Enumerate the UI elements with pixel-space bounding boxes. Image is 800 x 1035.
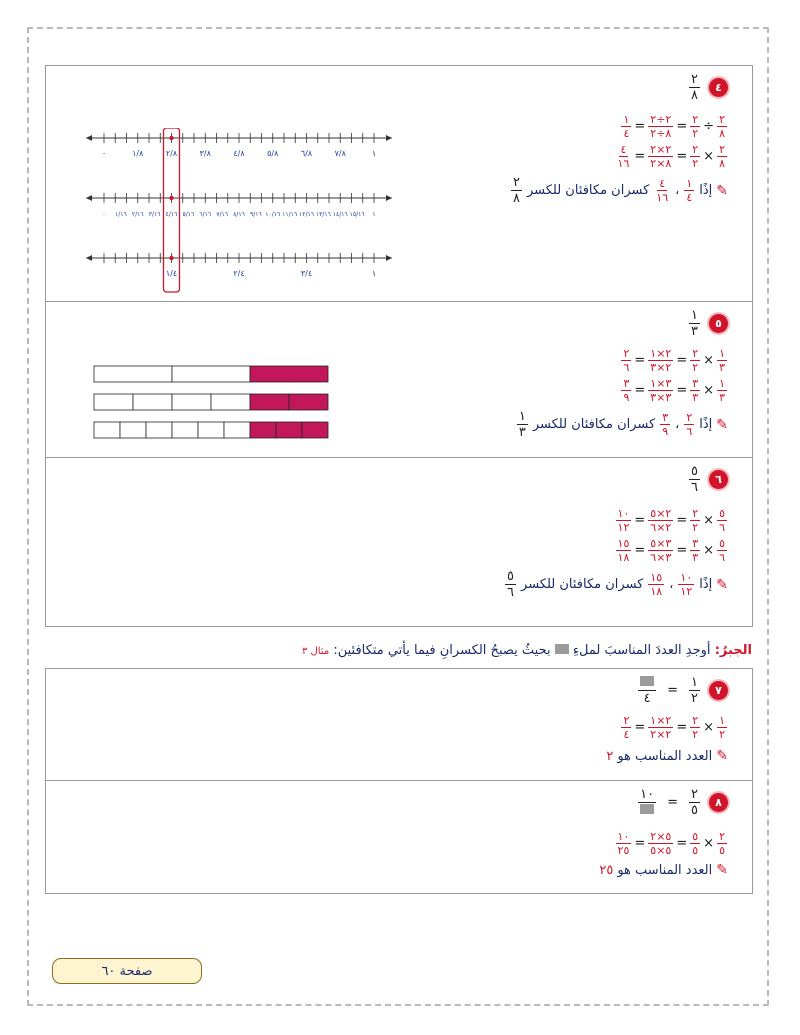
tick-label: ٩/١٦ [250, 211, 262, 218]
pencil-check-icon: ✎ [716, 862, 728, 878]
arrow-left-icon [86, 135, 92, 141]
bar-segment-shaded [289, 394, 328, 410]
blank-square-icon [555, 644, 569, 654]
algebra-heading: الجبرُ: أوجدِ العددَ المناسبَ لملءِ بحيثُ يصبحُ الكسرانِ فيما يأتي متكافئين: مثال ٣ [301, 643, 752, 658]
q4-r1-f2: $\frac{٢}{٨}$ [719, 112, 725, 140]
tick-label: ١ [371, 269, 377, 278]
q4-equation-row-2: $\frac{٤}{١٦}$ = $\frac{٢\times ٢}{٨\times ٢}$ = $\frac{٢}{٢}$ × $\frac{٢}{٨}$ [617, 142, 725, 170]
page-number-badge: صفحة ٦٠ [52, 958, 202, 984]
tick-label: ١/٤ [165, 269, 178, 278]
q4-number-badge: ٤ [709, 78, 728, 97]
q4-equation-row-1: $\frac{١}{٤}$ = $\frac{٢\div ٢}{٨\div ٢}$ = $\frac{٢}{٢}$ ÷ $\frac{٢}{٨}$ [623, 112, 725, 140]
q4-fraction: $\frac{٢}{٨}$ [691, 72, 698, 103]
q5-number-badge: ٥ [709, 314, 728, 333]
q7-number-badge: ٧ [709, 681, 728, 700]
tick-label: ١١/١٦ [282, 211, 298, 218]
q6-conclusion: ✎ إذًا $\frac{١٠}{١٢}$ ، $\frac{١٥}{١٨}$ كسران مكافئان للكسر $\frac{٥}{٦}$ [507, 569, 728, 600]
pencil-check-icon: ✎ [716, 416, 728, 433]
bar-segment [198, 422, 224, 438]
tick-label: ٦/٨ [300, 149, 313, 158]
bar-segment [172, 394, 211, 410]
q8-number-badge: ٨ [709, 793, 728, 812]
pencil-check-icon: ✎ [716, 576, 728, 593]
arrow-right-icon [386, 255, 392, 261]
tick-label: ٤/٨ [233, 149, 245, 158]
tick-label: ١/١٦ [115, 211, 127, 218]
bar-segment [211, 394, 250, 410]
tick-label: ٠ [102, 211, 106, 218]
tick-label: ٣/٤ [300, 269, 313, 278]
bar-segment [172, 366, 250, 382]
tick-label: ١ [371, 149, 377, 158]
bar-segment-shaded [250, 422, 276, 438]
q8-answer: ✎ العدد المناسب هو ٢٥ [599, 862, 728, 878]
pencil-check-icon: ✎ [716, 182, 728, 199]
bar-segment [94, 394, 133, 410]
q4-r1-f1: $\frac{٢}{٢}$ [692, 112, 699, 140]
point-marker [169, 196, 173, 200]
arrow-left-icon [86, 255, 92, 261]
pencil-check-icon: ✎ [716, 748, 728, 764]
tick-label: ٣/٨ [199, 149, 211, 158]
arrow-left-icon [86, 195, 92, 201]
bar-segment [133, 394, 172, 410]
bar-segment [172, 422, 198, 438]
tick-label: ٤/١٦ [165, 211, 178, 218]
bar-segment-shaded [302, 422, 328, 438]
tick-label: ٥/٨ [267, 149, 279, 158]
q4-r1-mid: $\frac{٢\div ٢}{٨\div ٢}$ [650, 112, 672, 140]
question-8-panel: ١٠ = $\frac{٢}{٥}$ ٨ $\frac{١٠}{٢٥}$ = $\frac{٥\times ٢}{٥\times ٥}$ = $\frac{٥}{٥}$ × $\frac{٢}{٥}$ ✎ العدد المناسب هو ٢٥ [45, 780, 753, 894]
blank-square-icon [640, 804, 654, 814]
tick-label: ١٢/١٦ [299, 211, 314, 218]
question-4-panel [45, 65, 753, 303]
bar-segment-shaded [276, 422, 302, 438]
arrow-right-icon [386, 195, 392, 201]
tick-label: ١٤/١٦ [332, 211, 348, 218]
fraction-bars-figure [92, 362, 332, 452]
bar-segment [224, 422, 250, 438]
arrow-right-icon [386, 135, 392, 141]
q7-answer: ✎ العدد المناسب هو ٢ [606, 748, 728, 764]
bar-segment [120, 422, 146, 438]
tick-label: ٧/٨ [334, 149, 346, 158]
blank-square-icon [640, 676, 654, 686]
tick-label: ٦/١٦ [199, 211, 212, 218]
q6-number-badge: ٦ [709, 470, 728, 489]
q4-r1-lhs: $\frac{١}{٤}$ [623, 112, 630, 140]
question-6-panel: $\frac{٥}{٦}$ ٦ $\frac{١٠}{١٢}$ = $\frac{٢\times ٥}{٢\times ٦}$ = $\frac{٢}{٢}$ × $\frac{٥}{٦}$ $\frac{١٥}{١٨}$ = $\frac{٣\times ٥}{٣\times ٦}$ = $\frac{٣}{٣}$ × $\frac{٥}{٦}$ ✎ إذًا $\frac{١٠}{١٢}$ ، $\frac{١٥}{١٨}$ كسران مكافئان للكسر $\frac{٥}{٦}$ [45, 457, 753, 627]
q5-conclusion: ✎ إذًا $\frac{٢}{٦}$ ، $\frac{٣}{٩}$ كسران مكافئان للكسر $\frac{١}{٣}$ [518, 409, 728, 440]
tick-label: ١٠/١٦ [265, 211, 281, 218]
tick-label: ٢/٨ [165, 149, 178, 158]
tick-label: ١٣/١٦ [315, 211, 331, 218]
tick-label: ٣/١٦ [148, 211, 161, 218]
number-lines-figure [74, 128, 404, 298]
tick-label: ١٥/١٦ [349, 211, 365, 218]
tick-label: ٢/١٦ [131, 211, 144, 218]
tick-label: ٠ [101, 149, 107, 158]
bar-segment [94, 366, 172, 382]
bar-segment-shaded [250, 366, 328, 382]
question-4-header [348, 72, 728, 103]
tick-label: ٢/٤ [233, 269, 245, 278]
bar-segment-shaded [250, 394, 289, 410]
point-marker [169, 136, 173, 140]
q4-conclusion: ✎ إذًا $\frac{١}{٤}$ ، $\frac{٤}{١٦}$ كسران مكافئان للكسر $\frac{٢}{٨}$ [512, 175, 728, 206]
tick-label: ٧/١٦ [216, 211, 228, 218]
point-marker [169, 256, 173, 260]
tick-label: ٨/١٦ [233, 211, 245, 218]
tick-label: ١/٨ [132, 149, 144, 158]
question-5-panel: $\frac{١}{٣}$ ٥ $\frac{٢}{٦}$ = $\frac{٢\times ١}{٢\times ٣}$ = $\frac{٢}{٢}$ × $\frac{١}{٣}$ $\frac{٣}{٩}$ = $\frac{٣\times ١}{٣\times ٣}$ = $\frac{٣}{٣}$ × $\frac{١}{٣}$ ✎ إذًا $\frac{٢}{٦}$ ، $\frac{٣}{٩}$ كسران مكافئان للكسر $\frac{١}{٣}$ [45, 301, 753, 459]
bar-segment [94, 422, 120, 438]
tick-label: ١ [372, 211, 376, 218]
bar-segment [146, 422, 172, 438]
tick-label: ٥/١٦ [182, 211, 195, 218]
question-7-panel: ٤ = $\frac{١}{٢}$ ٧ $\frac{٢}{٤}$ = $\frac{٢\times ١}{٢\times ٢}$ = $\frac{٢}{٢}$ × $\frac{١}{٢}$ ✎ العدد المناسب هو ٢ [45, 668, 753, 782]
